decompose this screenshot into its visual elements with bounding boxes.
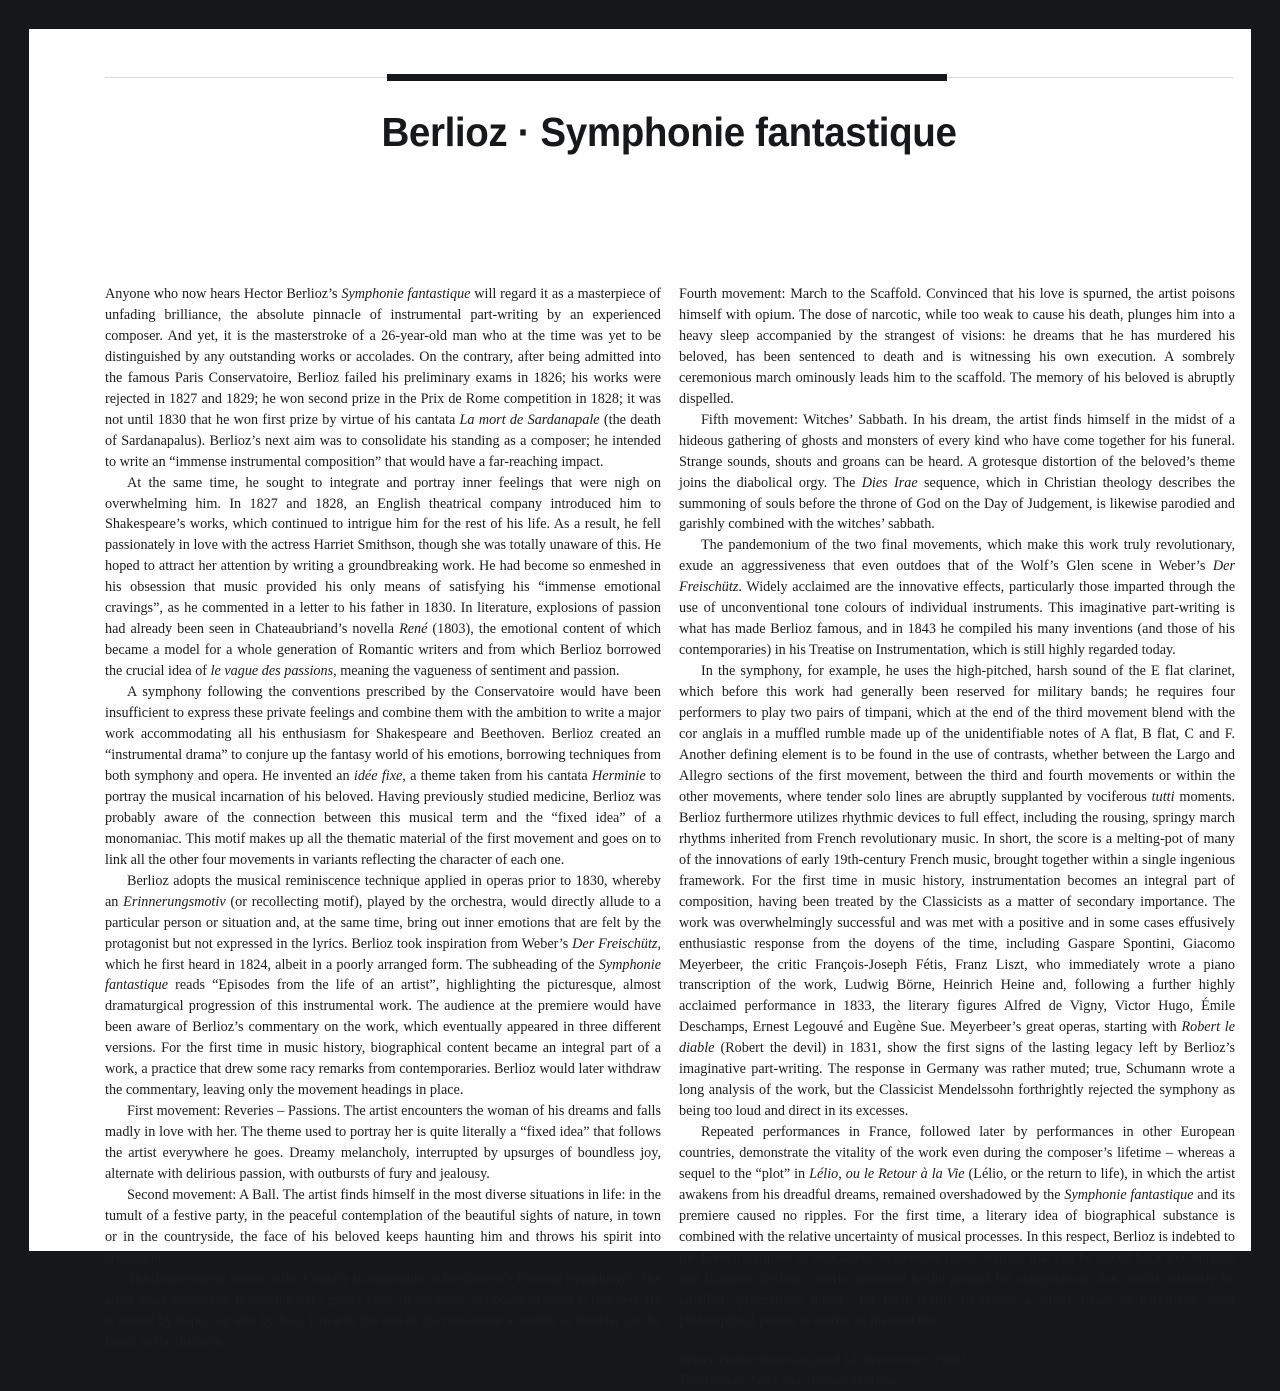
- document-page: [29, 29, 1251, 1388]
- left-column: [105, 284, 661, 1391]
- header-accent-bar: [387, 74, 947, 81]
- body-paragraph: Second movement: A Ball. The artist finds himself in the most diverse situations in life: in the tumult of a festive party, in the peaceful contemplation of the beautiful sights of nature, in town or in the countryside, the face of his beloved keeps haunting him and throws his spirit into confusion.: [105, 1186, 661, 1266]
- right-column-paragraphs: [679, 284, 1235, 1332]
- body-paragraph: Third movement: Scene in the Country (comparable to Beethoven’s Pastoral Symphony). The artist hears shepherds’ horns; the trees gently sway in the wind; his peace of mind is restored. He is stirred by hope, but also by fear. Towards the end of the movement a rumble of thunder can be heard in the distance.: [105, 1270, 661, 1350]
- right-column: [679, 284, 1235, 1391]
- body-paragraph: A symphony following the conventions prescribed by the Conservatoire would have been insufficient to express these private feelings and combine them with the ambition to write a major work accommodating all his enthusiasm for Shakespeare and Beethoven. Berlioz created an “instrumental drama” to conjure up the fantasy world of his emotions, borrowing techniques from both symphony and opera. He invented an idée fixe, a theme taken from his cantata Herminie to portray the musical incarnation of his beloved. Having previously studied medicine, Berlioz was probably aware of the connection between this musical term and the “fixed idea” of a monomaniac. This motif makes up all the thematic material of the first movement and goes on to link all the other four movements in variants reflecting the character of each one.: [105, 684, 661, 868]
- body-paragraph: Repeated performances in France, followed later by performances in other European countries, demonstrate the vitality of the work even during the composer’s lifetime – whereas a sequel to the “plot” in Lélio, ou le Retour à la Vie (Lélio, or the return to life), in which the artist awakens from his dreadful dreams, remained overshadowed by the Symphonie fantastique and its premiere caused no ripples. For the first time, a literary idea of biographical substance is combined with the relative uncertainty of musical processes. In this respect, Berlioz is indebted to the French tradition of evocative, picturesque music-writing that can be traced back to Couperin and Rameau. Berlioz’s works provided fertile ground for compositions that would curiously be labelled “programme music” for their ability to render a whole range of narratives, from philosophical poems to stories of married life.: [679, 1124, 1236, 1329]
- page-title: Berlioz · Symphonie fantastique: [381, 109, 957, 155]
- article-body: [105, 284, 1235, 1391]
- body-paragraph: At the same time, he sought to integrate and portray inner feelings that were nigh on overwhelming him. In 1827 and 1828, an English theatrical company introduced him to Shakespeare’s works, which continued to intrigue him for the rest of his life. As a result, he fell passionately in love with the actress Harriet Smithson, though she was totally unaware of this. He hoped to attract her attention by writing a groundbreaking work. He had become so enmeshed in his obsession that music provided his only means of satisfying his “immense emotional cravings”, as he commented in a letter to his father in 1830. In literature, explosions of passion had already been seen in Chateaubriand’s novella René (1803), the emotional content of which became a model for a whole generation of Romantic writers and from which Berlioz borrowed the crucial idea of le vague des passions, meaning the vagueness of sentiment and passion.: [105, 474, 661, 680]
- body-paragraph: Berlioz adopts the musical reminiscence technique applied in operas prior to 1830, whereby an Erinnerungsmotiv (or recollecting motif), played by the orchestra, would directly allude to a particular person or situation and, at the same time, bring out inner emotions that are felt by the protagonist but not expressed in the lyrics. Berlioz took inspiration from Weber’s Der Freischütz, which he first heard in 1824, albeit in a poorly arranged form. The subheading of the Symphonie fantastique reads “Episodes from the life of an artist”, highlighting the picturesque, almost dramaturgical progression of this instrumental work. The audience at the premiere would have been aware of Berlioz’s commentary on the work, which eventually appeared in three different versions. For the first time in music history, biographical content became an integral part of a work, a practice that drew some racy remarks from contemporaries. Berlioz would later withdraw the commentary, leaving only the movement headings in place.: [105, 872, 661, 1099]
- document-header: [105, 29, 1233, 154]
- left-column-paragraphs: [105, 284, 661, 1353]
- body-paragraph: In the symphony, for example, he uses the high-pitched, harsh sound of the E flat clarinet, which before this work had generally been reserved for military bands; he requires four performers to play two pairs of timpani, which at the end of the third movement blend with the cor anglais in a muffled rumble made up of the unidentifiable notes of A flat, B flat, C and F. Another defining element is to be found in the use of contrasts, whether between the Largo and Allegro sections of the first movement, between the third and fourth movements or within the other movements, where tender solo lines are abruptly supplanted by vociferous tutti moments. Berlioz furthermore utilizes rhythmic devices to full effect, including the rousing, springy march rhythms inherited from French revolutionary music. In short, the score is a melting-pot of many of the innovations of early 19th-century French music, brought together within a single ingenious framework. For the first time in music history, instrumentation becomes an integral part of composition, having been treated by the Classicists as a matter of secondary importance. The work was overwhelmingly successful and was met with a positive and in some cases effusively enthusiastic response from the doyens of the time, including Gaspare Spontini, Giacomo Meyerbeer, the critic François-Joseph Fétis, Franz Liszt, who immediately wrote a piano transcription of the work, Ludwig Börne, Heinrich Heine and, following a further highly acclaimed performance in 1833, the literary figures Alfred de Vigny, Victor Hugo, Émile Deschamps, Ernest Legouvé and Eugène Sue. Meyerbeer’s great operas, starting with Robert le diable (Robert the devil) in 1831, show the first signs of the lasting legacy left by Berlioz’s imaginative part-writing. The response in Germany was rather muted; true, Schumann wrote a long analysis of the work, but the Classicist Mendelssohn forthrightly rejected the symphony as being too loud and direct in its excesses.: [679, 663, 1235, 1120]
- credits-block: [679, 1350, 1235, 1391]
- credit-line: Translation: Janet and Michael Berridge: [679, 1372, 900, 1388]
- header-rules: [105, 74, 1233, 81]
- body-paragraph: The pandemonium of the two final movements, which make this work truly revolutionary, exude an aggressiveness that even outdoes that of the Wolf’s Glen scene in Weber’s Der Freischütz. Widely acclaimed are the innovative effects, particularly those imparted through the use of unconventional tone colours of individual instruments. This imaginative part-writing is what has made Berlioz famous, and in 1843 he compiled his many inventions (and those of his contemporaries) in his Treatise on Instrumentation, which is still highly regarded today.: [679, 537, 1235, 659]
- credit-line: Reiner Zimmermann (original LP sleeve notes, 1986): [679, 1351, 965, 1367]
- body-paragraph: First movement: Reveries – Passions. The artist encounters the woman of his dreams and falls madly in love with her. The theme used to portray her is quite literally a “fixed idea” that follows the artist everywhere he goes. Dreamy melancholy, interrupted by upsurges of boundless joy, alternate with delirious passion, with outbursts of fury and jealousy.: [105, 1103, 661, 1183]
- body-paragraph: Fifth movement: Witches’ Sabbath. In his dream, the artist finds himself in the midst of a hideous gathering of ghosts and monsters of every kind who have come together for his funeral. Strange sounds, shouts and groans can be heard. A grotesque distortion of the beloved’s theme joins the diabolical orgy. The Dies Irae sequence, which in Christian theology describes the summoning of souls before the throne of God on the Day of Judgement, is likewise parodied and garishly combined with the witches’ sabbath.: [679, 411, 1235, 533]
- body-paragraph: Anyone who now hears Hector Berlioz’s Symphonie fantastique will regard it as a masterpiece of unfading brilliance, the absolute pinnacle of instrumental part-writing by an experienced composer. And yet, it is the masterstroke of a 26-year-old man who at the time was yet to be distinguished by any outstanding works or accolades. On the contrary, after being admitted into the famous Paris Conservatoire, Berlioz failed his preliminary exams in 1826; his works were rejected in 1827 and 1829; he won second prize in the Prix de Rome competition in 1828; it was not until 1830 that he won first prize by virtue of his cantata La mort de Sardanapale (the death of Sardanapalus). Berlioz’s next aim was to consolidate his standing as a composer; he intended to write an “immense instrumental composition” that would have a far-reaching impact.: [105, 286, 661, 470]
- body-paragraph: Fourth movement: March to the Scaffold. Convinced that his love is spurned, the artist poisons himself with opium. The dose of narcotic, while too weak to cause his death, plunges him into a heavy sleep accompanied by the strangest of visions: he dreams that he has murdered his beloved, has been sentenced to death and is witnessing his own execution. A sombrely ceremonious march ominously leads him to the scaffold. The memory of his beloved is abruptly dispelled.: [679, 286, 1235, 407]
